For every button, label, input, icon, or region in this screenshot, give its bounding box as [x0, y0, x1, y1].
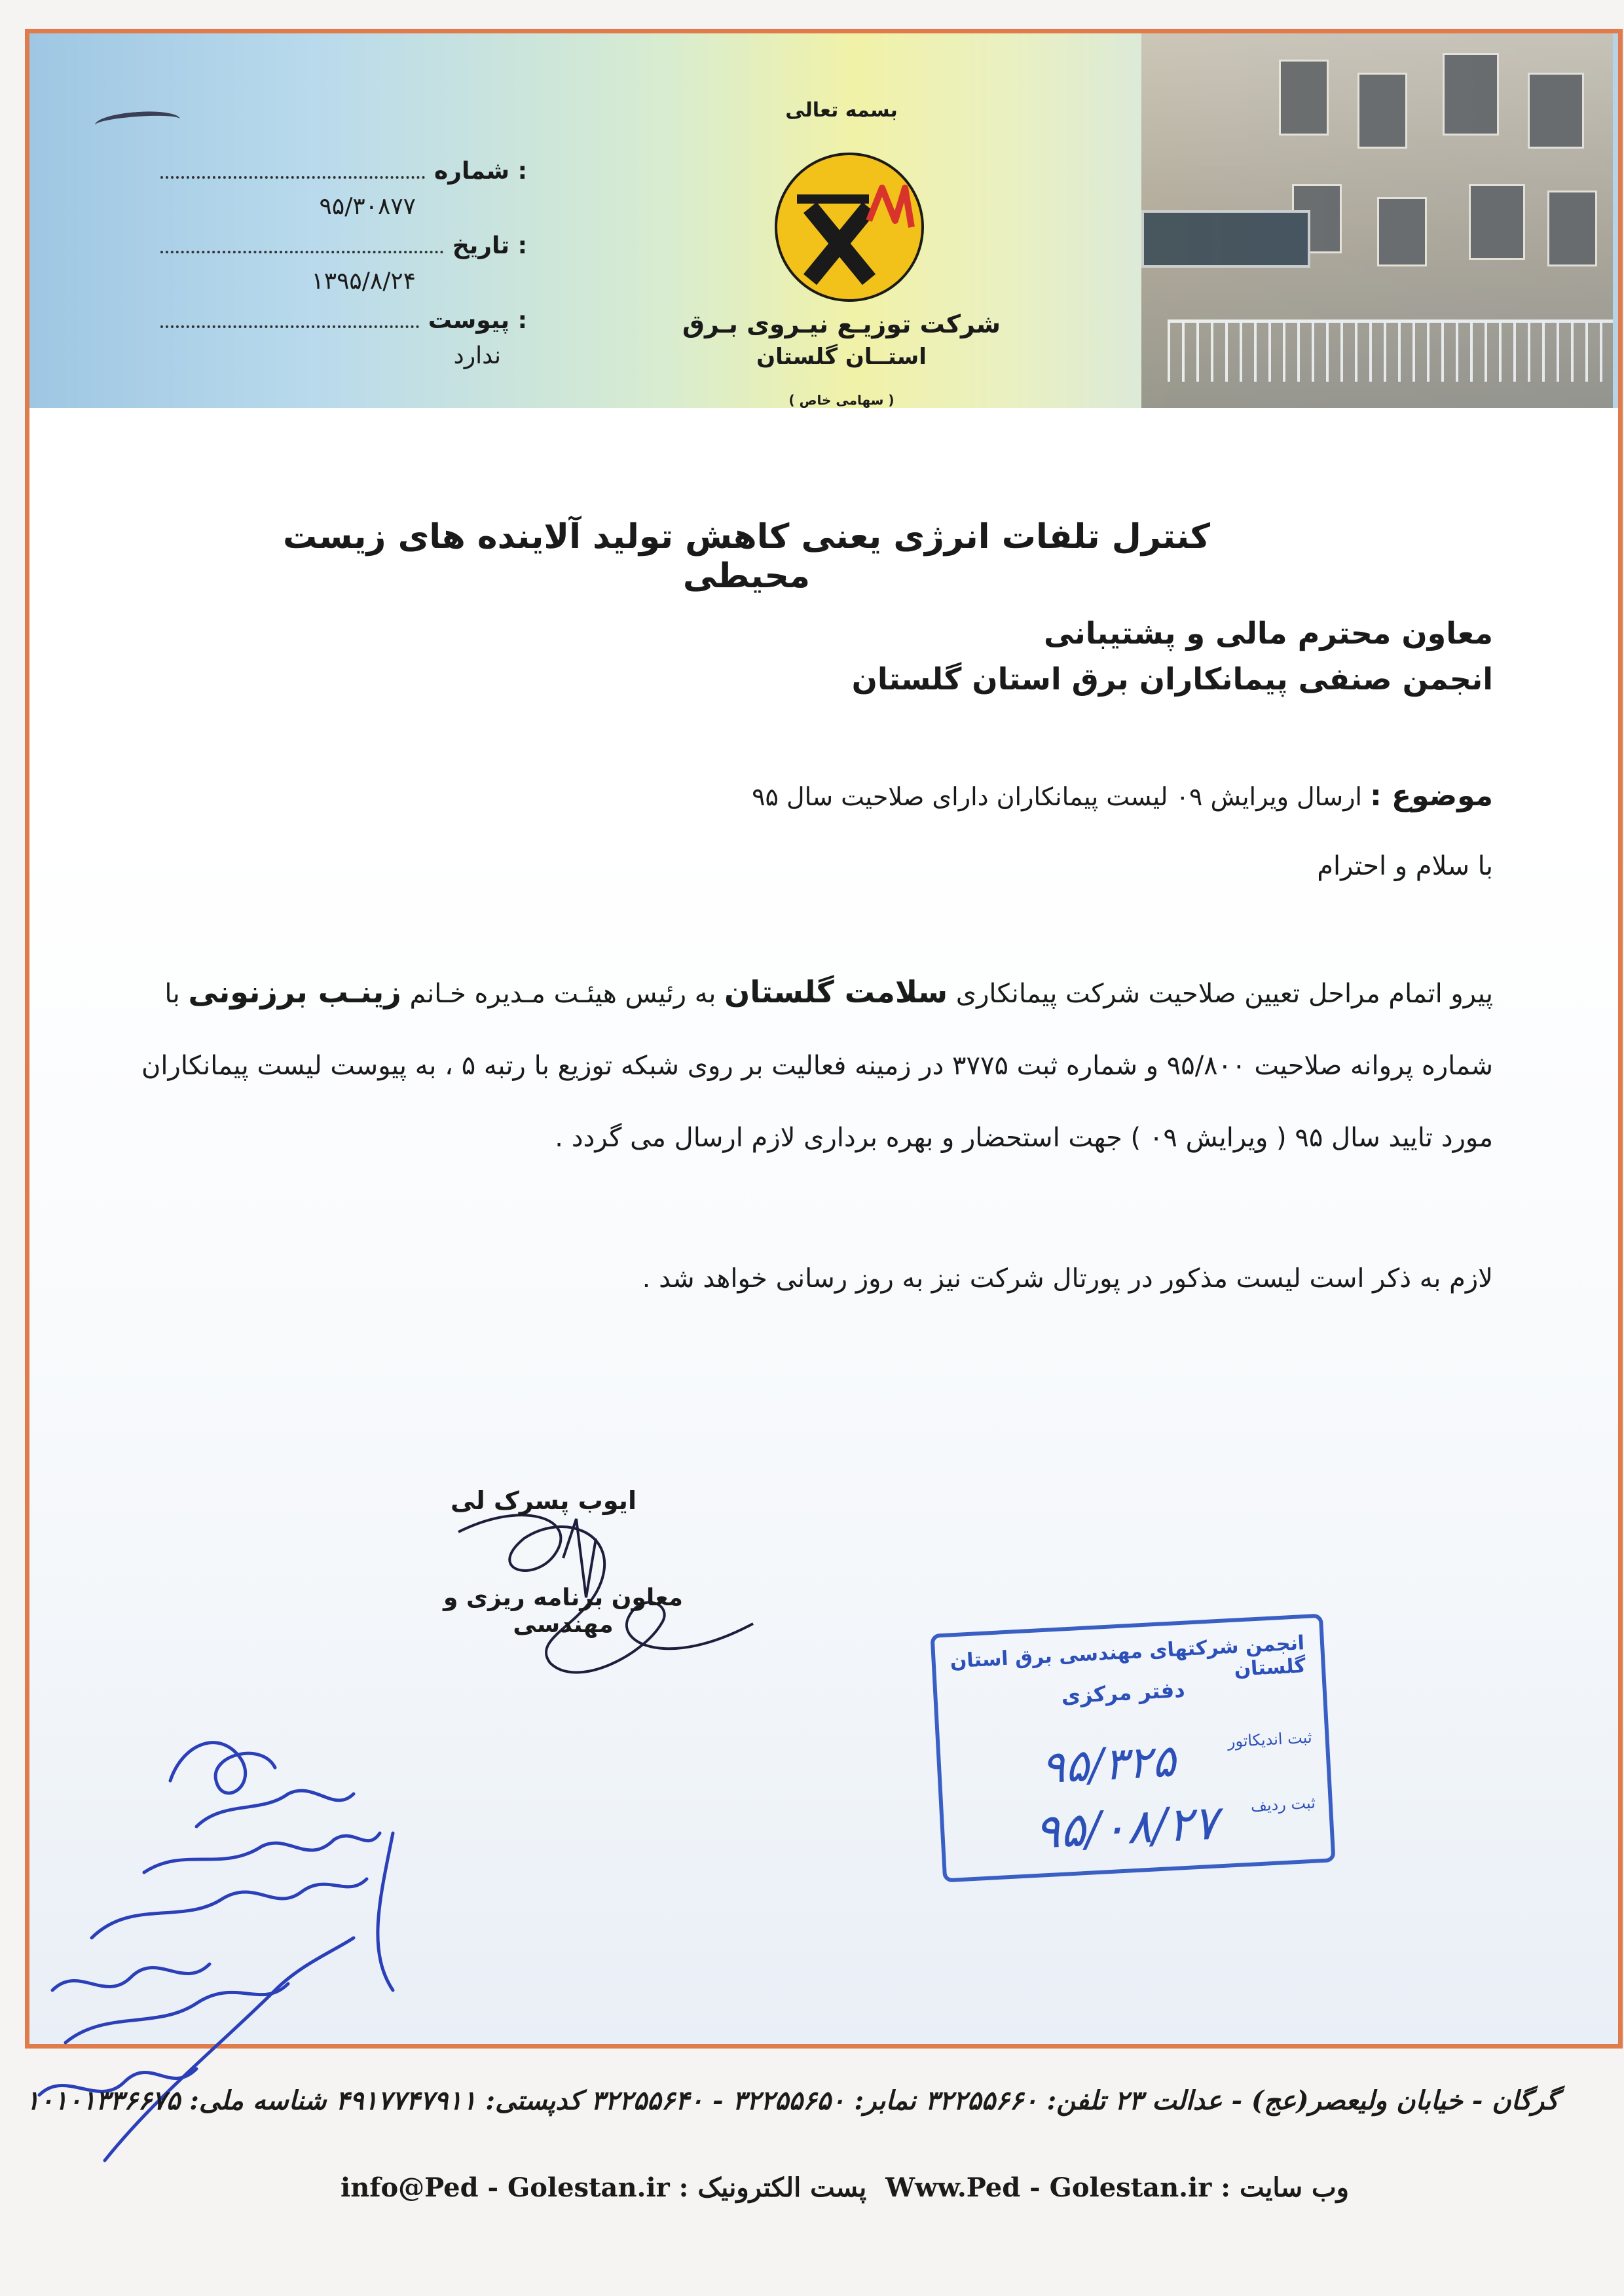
- company-type: ( سهامی خاص ): [788, 392, 895, 408]
- stamp-indicator-value: ۹۵/۳۲۵: [1039, 1735, 1177, 1795]
- date-row: [160, 232, 527, 268]
- email-label: پست الکترونیک :: [678, 2172, 867, 2203]
- email-block: [341, 2172, 866, 2203]
- body-text-1: پیرو اتمام مراحل تعیین صلاحیت شرکت پیمانکاری: [955, 979, 1493, 1009]
- signer-title: معاون برنامه ریزی و مهندسی: [443, 1584, 683, 1638]
- date-label: تاریخ :: [452, 232, 527, 259]
- email-link[interactable]: info@Ped - Golestan.ir: [341, 2172, 670, 2203]
- stamp-office: دفتر مرکزی: [1060, 1677, 1186, 1709]
- bismillah: بسمه تعالی: [785, 99, 898, 122]
- attachment-label: پیوست :: [428, 307, 527, 334]
- stamp-row-label: ثبت ردیف: [1250, 1793, 1316, 1815]
- signer-name: ایوب پسرک لی: [451, 1486, 637, 1515]
- body-text-2: به رئیس هیئـت مـدیره خـانم: [409, 979, 716, 1009]
- attachment-value: ندارد: [453, 342, 501, 369]
- company-region: استــان گلستان: [756, 344, 927, 370]
- stamp-indicator-label: ثبت اندیکاتور: [1227, 1728, 1313, 1751]
- footer-address: گرگان - خیابان ولیعصر(عج) - عدالت ۲۳ تلفن: ۳۲۲۵۵۶۶۰ نمابر: ۳۲۲۵۵۶۵۰ - ۳۲۲۵۵۶۴۰ کدپستی: ۴۹۱۷۷۴۷۹۱۱ شناسه ملی: ۱۰۱۰۱۳۳۶۶۷۵: [25, 2085, 1559, 2116]
- addressee-line-2: انجمن صنفی پیمانکاران برق استان گلستان: [851, 661, 1493, 697]
- subject-line: [183, 779, 1493, 812]
- stamp-row-value: ۹۵/۰۸/۲۷: [1033, 1795, 1220, 1859]
- addressee-line-1: معاون محترم مالی و پشتیبانی: [1043, 615, 1493, 651]
- company-name: شرکت توزیـع نیـروی بـرق: [682, 310, 1001, 338]
- attachment-row: [160, 307, 527, 342]
- company-logo: [771, 149, 928, 306]
- closing-note: لازم به ذکر است لیست مذکور در پورتال شرکت نیز به روز رسانی خواهد شد .: [642, 1264, 1493, 1294]
- website-link[interactable]: Www.Ped - Golestan.ir: [885, 2172, 1212, 2203]
- number-row: [160, 158, 527, 193]
- subject-text: ارسال ویرایش ۰۹ لیست پیمانکاران دارای صلاحیت سال ۹۵: [752, 782, 1362, 811]
- handwritten-annotation: [26, 1702, 432, 2193]
- body-paragraph: [118, 956, 1493, 1174]
- letter-slogan: کنترل تلفات انرژی یعنی کاهش تولید آلاینده های زیست محیطی: [283, 517, 1210, 596]
- greeting: با سلام و احترام: [1317, 851, 1493, 881]
- number-value: ۹۵/۳۰۸۷۷: [319, 193, 416, 220]
- building-photo: [1141, 33, 1613, 408]
- body-text-3: با شماره پروانه صلاحیت ۹۵/۸۰۰ و شماره ثبت ۳۷۷۵ در زمینه فعالیت بر روی شبکه توزیع با رتبه ۵ ، به پیوست لیست پیمانکاران مورد تایید سال ۹۵ ( ویرایش ۰۹ ) جهت استحضار و بهره برداری لازم ارسال می گردد .: [141, 979, 1493, 1153]
- website-block: [885, 2172, 1349, 2203]
- website-label: وب سایت :: [1221, 2172, 1349, 2203]
- contractor-name: سلامت گلستان: [724, 974, 948, 1010]
- reference-block: [160, 158, 527, 382]
- number-label: شماره :: [434, 158, 527, 185]
- manager-name: زینـب برزنونی: [188, 974, 401, 1010]
- registration-stamp: [930, 1614, 1335, 1883]
- stamp-org: انجمن شرکتهای مهندسی برق استان گلستان: [949, 1631, 1306, 1681]
- date-value: ۱۳۹۵/۸/۲۴: [311, 268, 416, 295]
- subject-label: موضوع :: [1370, 779, 1493, 812]
- footer-contacts: [341, 2172, 1349, 2203]
